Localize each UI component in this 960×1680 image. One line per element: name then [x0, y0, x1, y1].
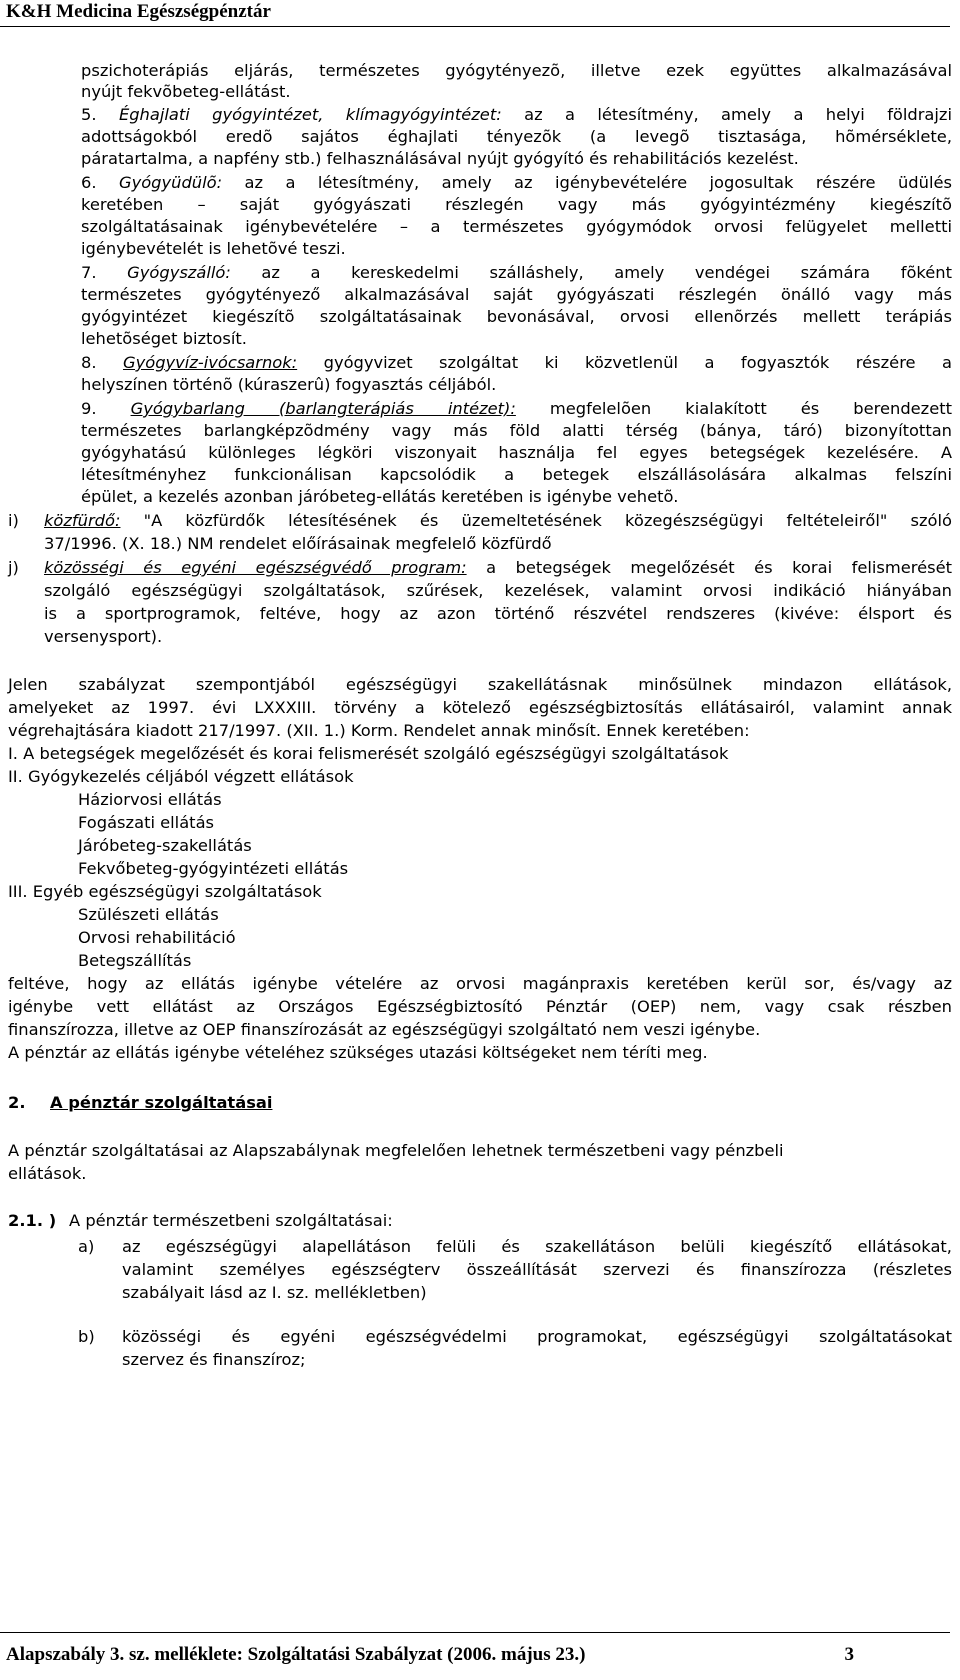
category-heading-1: I. A betegségek megelőzését és korai felismerését szolgáló egészségügyi szolgáltatások [8, 744, 729, 763]
list-item-6: 6. Gyógyüdülõ: az a létesítmény, amely az igénybevételére jogosultak részére üdülés [81, 173, 952, 192]
text-line: igénybe vett ellátást az Országos Egészségbiztosító Pénztár (OEP) nem, vagy csak részben [8, 997, 952, 1016]
text-line: lehetõséget biztosít. [81, 329, 247, 348]
category-item: Háziorvosi ellátás [78, 790, 222, 809]
header-divider [0, 26, 950, 27]
list-item-8: 8. Gyógyvíz-ivócsarnok: gyógyvizet szolgáltat ki közvetlenül a fogyasztók részére a [81, 353, 952, 372]
category-heading-3: III. Egyéb egészségügyi szolgáltatások [8, 882, 322, 901]
text-line: helyszínen történõ (kúraszerû) fogyasztás céljából. [81, 375, 497, 394]
text-line: keretében – saját gyógyászati részlegén vagy más gyógyintézmény kiegészítõ [81, 195, 952, 214]
list-marker-a: a) [78, 1237, 95, 1256]
text-line: gyógyintézet kiegészítõ szolgáltatásainak bevonásával, orvosi ellenõrzés mellett terápiás [81, 307, 952, 326]
category-heading-2: II. Gyógykezelés céljából végzett ellátások [8, 767, 354, 786]
text-line: szolgáltatásainak igénybevételére – a természetes gyógymódok orvosi felügyelet melletti [81, 217, 952, 236]
footer-text: Alapszabály 3. sz. melléklete: Szolgáltatási Szabályzat (2006. május 23.) [6, 1644, 586, 1665]
header-title: K&H Medicina Egészségpénztár [6, 1, 271, 22]
text-line: valamint személyes egészségterv összeállítását szervezi és finanszírozza (részletes [122, 1260, 952, 1279]
text-line: szabályait lásd az I. sz. mellékletben) [122, 1283, 427, 1302]
section-2-number: 2. [8, 1093, 26, 1112]
list-marker-b: b) [78, 1327, 95, 1346]
text-line: A pénztár szolgáltatásai az Alapszabálynak megfelelően lehetnek természetbeni vagy pénzbeli [8, 1141, 784, 1160]
text-line: végrehajtására kiadott 217/1997. (XII. 1.) Korm. Rendelet annak minősít. Ennek keretében: [8, 721, 750, 740]
section-2-1-title: A pénztár természetbeni szolgáltatásai: [69, 1211, 393, 1230]
text-line: létesítményhez funkcionálisan kapcsolódik a betegek elszállásolására alkalmas felszíni [81, 465, 952, 484]
term: Gyógyüdülõ: [118, 173, 223, 192]
text-line: gyógyhatású különleges légköri viszonyait használja fel egyes betegségek kezelésére. A [81, 443, 952, 462]
footer [6, 1643, 854, 1667]
text-line: ellátások. [8, 1164, 87, 1183]
text-line: az egészségügyi alapellátáson felüli és szakellátáson belüli kiegészítő ellátásokat, [122, 1237, 952, 1256]
list-item-9: 9. Gyógybarlang (barlangterápiás intézet): megfelelõen kialakított és berendezett [81, 399, 952, 418]
text-line: A pénztár az ellátás igénybe vételéhez szükséges utazási költségeket nem téríti meg. [8, 1043, 708, 1062]
text-line: szolgáló egészségügyi szolgáltatások, szűrések, kezelések, valamint orvosi indikáció hiányában [44, 581, 952, 600]
text-line: szervez és finanszíroz; [122, 1350, 306, 1369]
term: Gyógyszálló: [127, 263, 231, 282]
text-line: páratartalma, a napfény stb.) felhasználásával nyújt gyógyító és rehabilitációs kezelést. [81, 149, 799, 168]
footer-divider [0, 1632, 950, 1633]
section-2-title: A pénztár szolgáltatásai [50, 1093, 273, 1112]
text-line: finanszírozza, illetve az OEP finanszírozását az egészségügyi szolgáltató nem veszi igénybe. [8, 1020, 761, 1039]
text-line: igénybevételét is lehetõvé teszi. [81, 239, 346, 258]
category-item: Betegszállítás [78, 951, 192, 970]
text-line: feltéve, hogy az ellátás igénybe vételére az orvosi magánpraxis keretében kerül sor, és/vagy az [8, 974, 952, 993]
section-2-1-number: 2.1. ) [8, 1211, 57, 1230]
page-number: 3 [844, 1644, 854, 1665]
term: közösségi és egyéni egészségvédő program: [44, 558, 467, 577]
text-line: versenysport). [44, 627, 163, 646]
list-marker-j: j) [8, 558, 19, 577]
category-item: Fekvőbeteg-gyógyintézeti ellátás [78, 859, 349, 878]
category-item: Járóbeteg-szakellátás [78, 836, 252, 855]
text-line: természetes gyógytényező alkalmazásával saját gyógyászati részlegén önálló vagy más [81, 285, 952, 304]
text-line: amelyeket az 1997. évi LXXXIII. törvény a kötelező egészségbiztosítás ellátásairól, valamint annak [8, 698, 952, 717]
text-line: természetes barlangképzõdmény vagy más föld alatti térség (bánya, táró) bizonyítottan [81, 421, 952, 440]
list-item-7: 7. Gyógyszálló: az a kereskedelmi szálláshely, amely vendégei számára fõként [81, 263, 952, 282]
text-line: közösségi és egyéni egészségvédelmi programokat, egészségügyi szolgáltatásokat [122, 1327, 952, 1346]
term: Éghajlati gyógyintézet, klímagyógyintézet: [118, 105, 502, 124]
list-item-5: 5. Éghajlati gyógyintézet, klímagyógyintézet: az a létesítmény, amely a helyi földrajzi [81, 105, 953, 124]
category-item: Orvosi rehabilitáció [78, 928, 236, 947]
text-line: 37/1996. (X. 18.) NM rendelet előírásainak megfelelő közfürdő [44, 534, 552, 553]
text-line: adottságokból eredõ sajátos éghajlati tényezõk (a levegõ tisztasága, hõmérséklete, [81, 127, 952, 146]
text-line: pszichoterápiás eljárás, természetes gyógytényezõ, illetve ezek együttes alkalmazásával [81, 61, 952, 80]
list-item-j: közösségi és egyéni egészségvédő program: a betegségek megelőzését és korai felismerését [44, 558, 952, 577]
term: Gyógyvíz-ivócsarnok: [122, 353, 298, 372]
category-item: Szülészeti ellátás [78, 905, 219, 924]
list-marker-i: i) [8, 511, 19, 530]
term: Gyógybarlang (barlangterápiás intézet): [130, 399, 516, 418]
term: közfürdő: [44, 511, 121, 530]
text-line: is a sportprogramok, feltéve, hogy az azon történő részvétel rendszeres (kivéve: élsport és [44, 604, 952, 623]
text-line: Jelen szabályzat szempontjából egészségügyi szakellátásnak minősülnek mindazon ellátások, [8, 675, 952, 694]
text-line: épület, a kezelés azonban járóbeteg-ellátás keretében is igénybe vehetõ. [81, 487, 679, 506]
text-line: nyújt fekvõbeteg-ellátást. [81, 82, 291, 101]
list-item-i: közfürdő: "A közfürdők létesítésének és üzemeltetésének közegészségügyi feltételeiről" szóló [44, 511, 952, 530]
category-item: Fogászati ellátás [78, 813, 215, 832]
